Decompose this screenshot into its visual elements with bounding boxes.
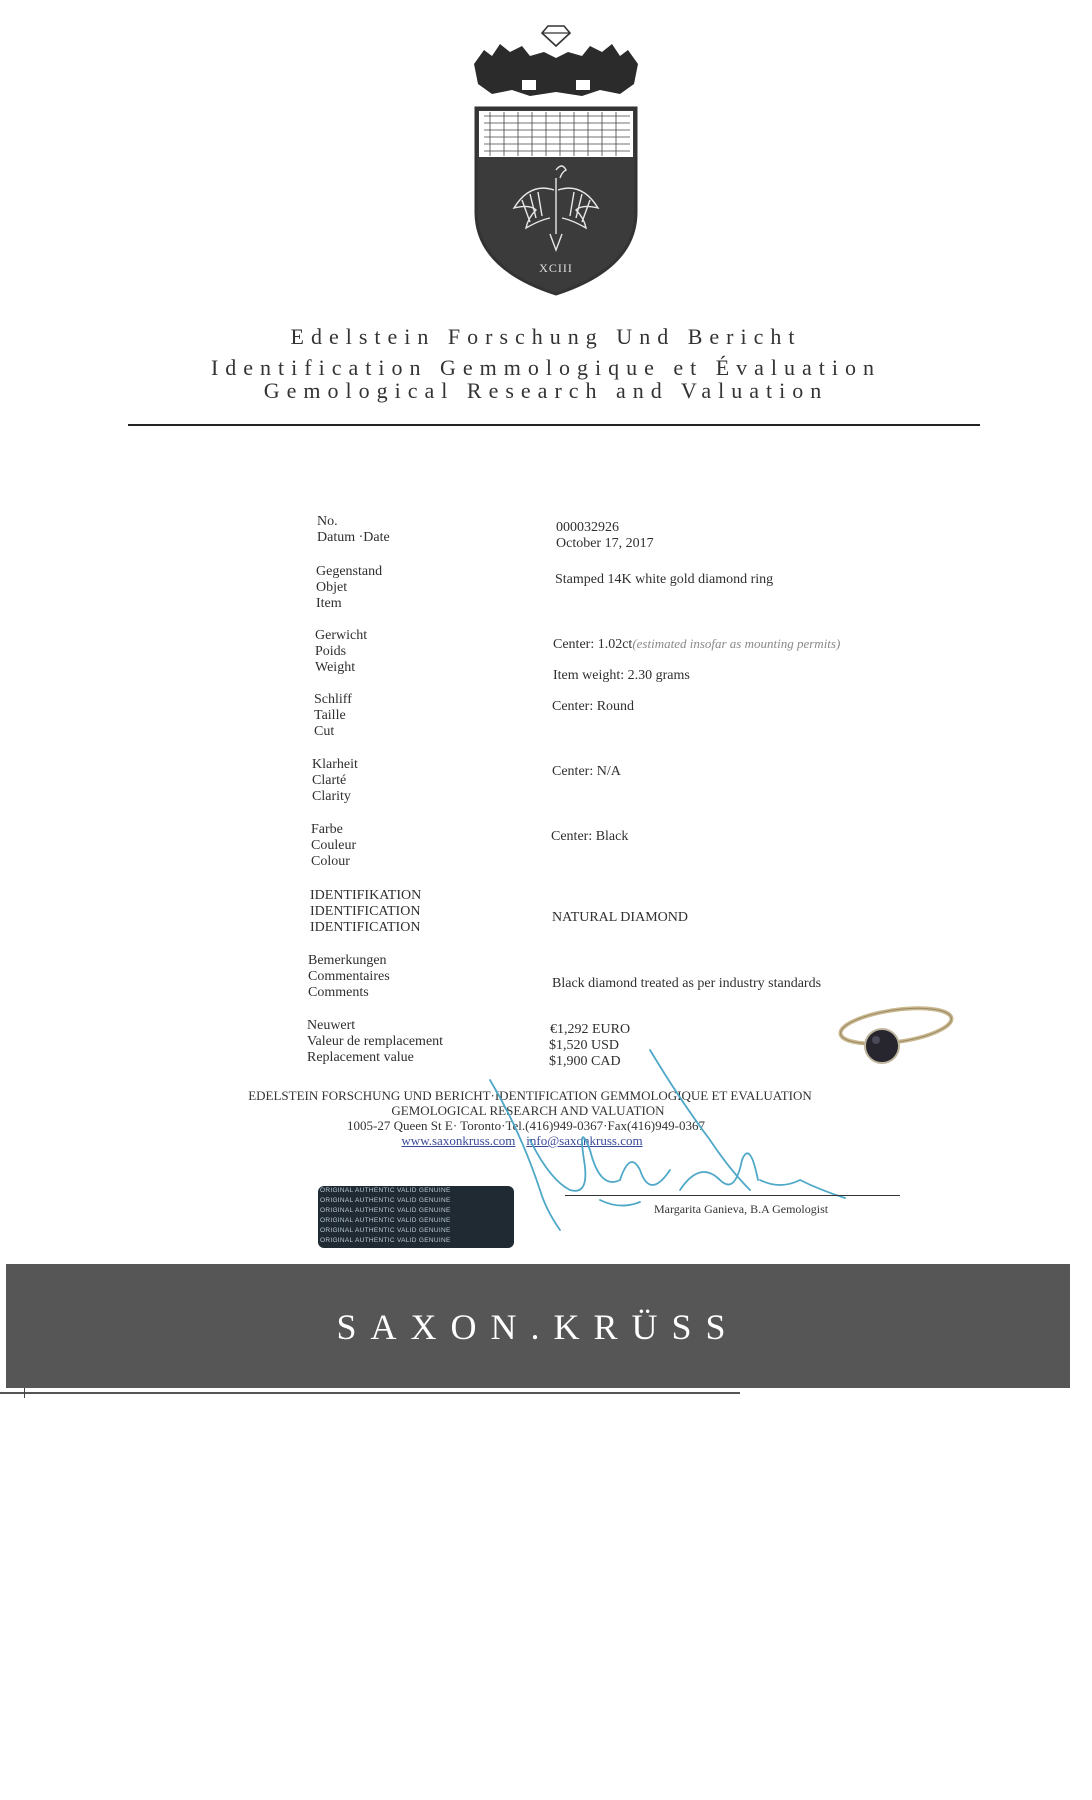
field-clarity-labels: Klarheit Clarté Clarity: [312, 757, 358, 804]
scan-edge-tick: [24, 1388, 25, 1398]
brand-name: SAXON.KRÜSS: [336, 1307, 740, 1347]
hologram-sticker: ORIGINAL AUTHENTIC VALID GENUINE ORIGINAL AUTHENTIC VALID GENUINE ORIGINAL AUTHENTIC VALID GENUINE ORIGINAL AUTHENTIC VALID GENUINE ORIGINAL AUTHENTIC VALID GENUINE ORIGINAL AUTHENTIC VALID GENUINE: [318, 1186, 514, 1248]
colour-value: Center: Black: [551, 829, 629, 844]
field-number-date-labels: No. Datum ·Date: [317, 514, 390, 545]
cut-value: Center: Round: [552, 699, 635, 714]
weight-note: (estimated insofar as mounting permits): [632, 636, 841, 651]
field-colour-labels: Farbe Couleur Colour: [311, 822, 357, 869]
clarity-value: Center: N/A: [552, 764, 621, 779]
value-euro: €1,292 EURO: [550, 1022, 631, 1037]
brand-band: [6, 1264, 1070, 1388]
header-english: Gemological Research and Valuation: [263, 378, 829, 403]
field-value-labels: Neuwert Valeur de remplacement Replacement value: [307, 1018, 444, 1065]
field-item-labels: Gegenstand Objet Item: [316, 564, 383, 611]
footer-address: 1005-27 Queen St E· Toronto·Tel.(416)949-0367·Fax(416)949-0367: [347, 1118, 705, 1133]
footer-company-line: EDELSTEIN FORSCHUNG UND BERICHT·IDENTIFICATION GEMMOLOGIQUE ET EVALUATION: [248, 1088, 812, 1103]
header-french: Identification Gemmologique et Évaluation: [210, 355, 882, 380]
weight-value: Center: 1.02ct(estimated insofar as mounting permits): [553, 636, 841, 652]
header-german: Edelstein Forschung Und Bericht: [290, 324, 802, 349]
item-value: Stamped 14K white gold diamond ring: [555, 572, 774, 587]
gemologist-name: Margarita Ganieva, B.A Gemologist: [654, 1202, 829, 1216]
footer-links: www.saxonkruss.com · info@saxonkruss.com: [401, 1133, 643, 1148]
comments-value: Black diamond treated as per industry standards: [552, 976, 822, 991]
scan-edge-line: [0, 1392, 740, 1394]
field-identification-labels: IDENTIFIKATION IDENTIFICATION IDENTIFICATION: [310, 888, 422, 935]
field-weight-labels: Gerwicht Poids Weight: [315, 628, 368, 675]
value-cad: $1,900 CAD: [549, 1054, 621, 1069]
field-cut-labels: Schliff Taille Cut: [314, 692, 352, 739]
report-number: 000032926: [556, 520, 619, 535]
coat-of-arms-logo: [470, 22, 642, 300]
website-link[interactable]: www.saxonkruss.com: [401, 1133, 516, 1148]
identification-value: NATURAL DIAMOND: [552, 910, 688, 925]
header-divider: [128, 424, 980, 426]
footer-company-english: GEMOLOGICAL RESEARCH AND VALUATION: [391, 1103, 665, 1118]
field-comments-labels: Bemerkungen Commentaires Comments: [308, 953, 390, 1000]
crest-numeral: XCIII: [539, 261, 573, 275]
report-date: October 17, 2017: [556, 536, 654, 551]
item-weight-value: Item weight: 2.30 grams: [553, 668, 690, 683]
email-link[interactable]: info@saxonkruss.com: [526, 1133, 643, 1148]
signature-line: [565, 1195, 900, 1196]
value-usd: $1,520 USD: [549, 1038, 620, 1053]
